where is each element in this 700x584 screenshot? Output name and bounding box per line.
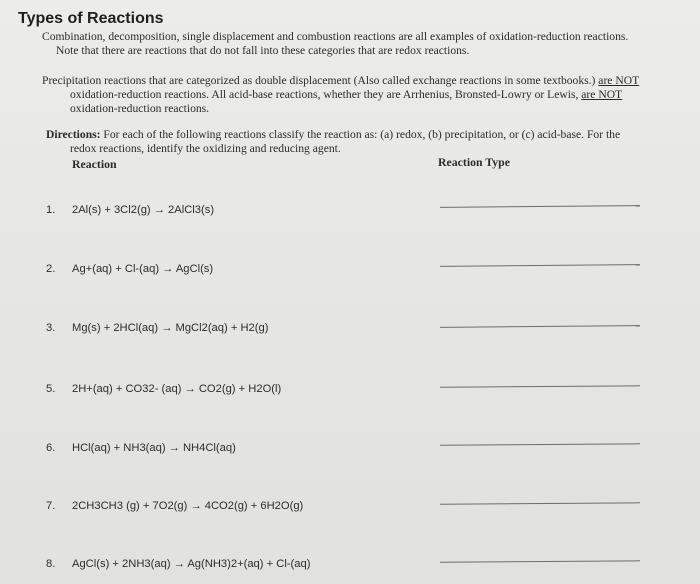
answer-line-2[interactable] [440, 264, 640, 267]
directions-line-2: redox reactions, identify the oxidizing and reducing agent. [70, 142, 341, 155]
question-reaction: 2H+(aq) + CO32- (aq) → CO2(g) + H2O(l) [72, 383, 282, 395]
question-2 [46, 263, 213, 275]
directions-label: Directions: [46, 128, 101, 141]
answer-line-5[interactable] [440, 385, 640, 387]
question-6 [46, 442, 236, 454]
question-1 [46, 204, 214, 216]
directions-line-1 [46, 128, 620, 142]
question-reaction: Ag+(aq) + Cl-(aq) → AgCl(s) [72, 263, 214, 275]
question-number: 1. [46, 204, 56, 216]
question-number: 2. [46, 263, 56, 275]
question-number: 6. [46, 442, 56, 454]
precipitation-line-1 [42, 74, 639, 88]
intro-line-2: Note that there are reactions that do not fall into these categories that are redox reactions. [56, 44, 470, 57]
answer-line-1[interactable] [440, 205, 640, 208]
question-reaction: AgCl(s) + 2NH3(aq) → Ag(NH3)2+(aq) + Cl-(aq) [72, 558, 311, 570]
question-reaction: Mg(s) + 2HCl(aq) → MgCl2(aq) + H2(g) [72, 322, 269, 334]
question-number: 7. [46, 500, 56, 512]
question-number: 8. [46, 558, 56, 570]
question-5 [46, 383, 281, 395]
question-reaction: HCl(aq) + NH3(aq) → NH4Cl(aq) [72, 442, 236, 454]
column-header-reaction: Reaction [72, 157, 117, 171]
question-number: 3. [46, 322, 56, 334]
question-3 [46, 322, 268, 334]
question-reaction: 2CH3CH3 (g) + 7O2(g) → 4CO2(g) + 6H2O(g) [72, 500, 304, 512]
question-reaction: 2Al(s) + 3Cl2(g) → 2AlCl3(s) [72, 204, 215, 216]
directions-text-1: For each of the following reactions classify the reaction as: (a) redox, (b) precipitation, or (c) acid-base. For the [100, 128, 621, 141]
intro-line-1: Combination, decomposition, single displacement and combustion reactions are all examples of oxidation-reduction reactions. [42, 30, 629, 43]
are-not-emphasis-2: are NOT [581, 88, 623, 101]
question-8 [46, 558, 310, 570]
precipitation-line-3: oxidation-reduction reactions. [70, 102, 210, 115]
precipitation-text-1: Precipitation reactions that are categorized as double displacement (Also called exchange reactions in some textbooks.) [42, 74, 599, 87]
column-header-reaction-type: Reaction Type [438, 155, 510, 169]
question-7 [46, 500, 303, 512]
answer-line-7[interactable] [440, 502, 640, 504]
page-title: Types of Reactions [18, 10, 164, 27]
answer-line-6[interactable] [440, 443, 640, 445]
precipitation-line-2 [70, 88, 622, 102]
answer-line-3[interactable] [440, 325, 640, 328]
answer-line-8[interactable] [440, 560, 640, 562]
precipitation-text-2: oxidation-reduction reactions. All acid-base reactions, whether they are Arrhenius, Bronsted-Lowry or Lewis, [70, 88, 582, 101]
are-not-emphasis-1: are NOT [598, 74, 640, 87]
question-number: 5. [46, 383, 56, 395]
